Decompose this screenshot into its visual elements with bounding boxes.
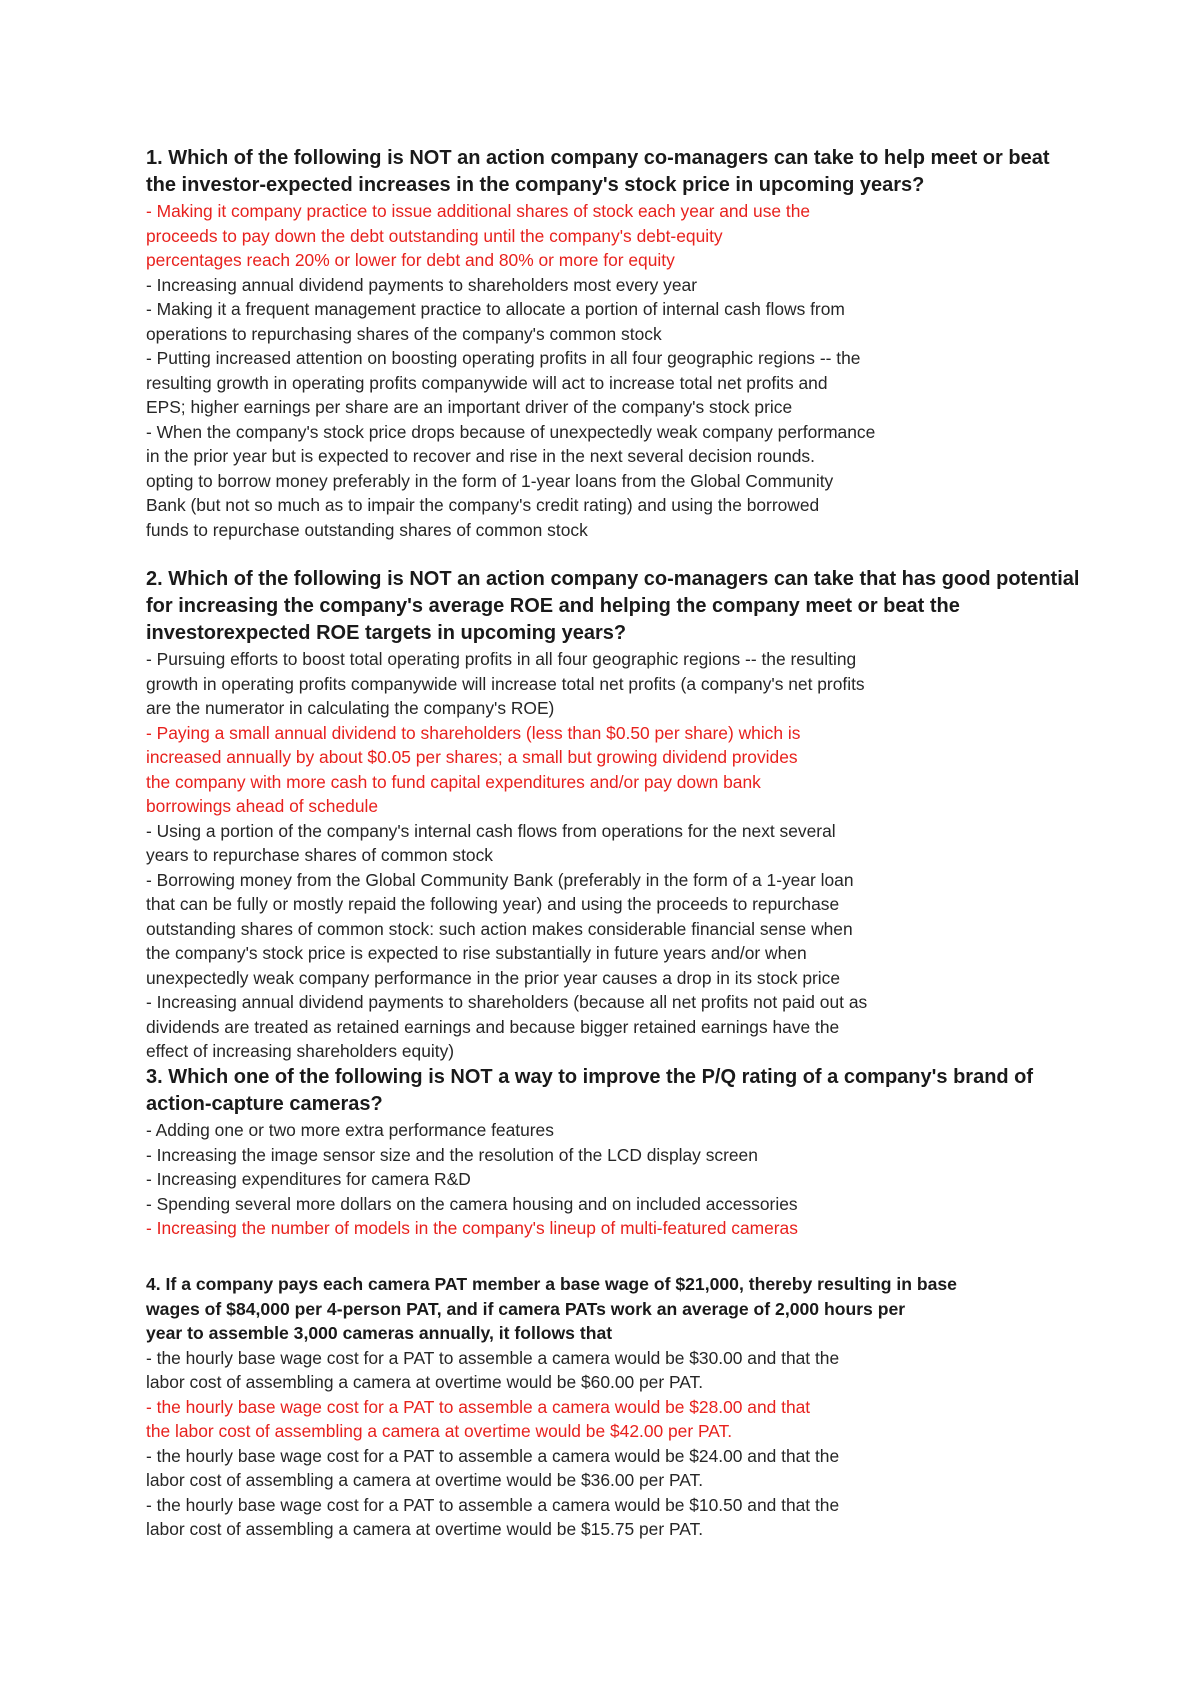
answer-option — [146, 1493, 1066, 1542]
answer-option-correct — [146, 199, 1066, 273]
answer-line: Bank (but not so much as to impair the company's credit rating) and using the borrowed — [146, 495, 820, 515]
answer-line: borrowings ahead of schedule — [146, 796, 379, 816]
answer-option-correct — [146, 721, 1066, 819]
answer-line: operations to repurchasing shares of the company's common stock — [146, 323, 662, 344]
answer-line: the company with more cash to fund capital expenditures and/or pay down bank — [146, 771, 761, 792]
answer-option — [146, 1143, 1066, 1168]
answer-option — [146, 273, 1066, 298]
answer-line: outstanding shares of common stock: such action makes considerable financial sense when — [146, 918, 853, 939]
answer-line: years to repurchase shares of common stock — [146, 845, 493, 865]
answer-line: - Making it company practice to issue additional shares of stock each year and use the — [146, 201, 811, 221]
question-title — [146, 1064, 1066, 1118]
answer-line: - Paying a small annual dividend to shareholders (less than $0.50 per share) which is — [146, 722, 801, 743]
answer-line: - Increasing the number of models in the company's lineup of multi-featured cameras — [146, 1218, 798, 1238]
answer-option-correct — [146, 1216, 1066, 1241]
answer-line: - When the company's stock price drops because of unexpectedly weak company performance — [146, 421, 876, 442]
question-2 — [146, 566, 1080, 1064]
answer-option — [146, 819, 1066, 868]
answer-option — [146, 297, 1066, 346]
answer-line: - Adding one or two more extra performance features — [146, 1120, 554, 1140]
answer-option — [146, 647, 1066, 721]
answer-line: labor cost of assembling a camera at overtime would be $15.75 per PAT. — [146, 1519, 704, 1539]
answer-option — [146, 420, 1066, 543]
question-title-line: investorexpected ROE targets in upcoming years? — [146, 622, 627, 644]
answer-line: - Using a portion of the company's internal cash flows from operations for the next several — [146, 820, 836, 841]
answer-line: - the hourly base wage cost for a PAT to assemble a camera would be $24.00 and that the — [146, 1445, 840, 1466]
answer-line: funds to repurchase outstanding shares of common stock — [146, 519, 588, 540]
answer-line: - the hourly base wage cost for a PAT to assemble a camera would be $28.00 and that — [146, 1396, 811, 1417]
answer-line: the company's stock price is expected to rise substantially in future years and/or when — [146, 943, 807, 963]
answer-line: dividends are treated as retained earnings and because bigger retained earnings have the — [146, 1016, 840, 1037]
answer-line: - Increasing annual dividend payments to shareholders (because all net profits not paid out as — [146, 992, 868, 1012]
question-title-line: 1. Which of the following is NOT an action company co-managers can take to help meet or beat — [146, 147, 1050, 169]
answer-line: growth in operating profits companywide will increase total net profits (a company's net profits — [146, 673, 865, 694]
question-4 — [146, 1272, 1066, 1542]
answer-line: - the hourly base wage cost for a PAT to assemble a camera would be $10.50 and that the — [146, 1494, 840, 1515]
question-title-line: 3. Which one of the following is NOT a way to improve the P/Q rating of a company's brand of — [146, 1066, 1034, 1088]
answer-line: increased annually by about $0.05 per shares; a small but growing dividend provides — [146, 747, 798, 767]
answer-line: labor cost of assembling a camera at overtime would be $60.00 per PAT. — [146, 1372, 704, 1392]
answer-line: labor cost of assembling a camera at overtime would be $36.00 per PAT. — [146, 1470, 704, 1490]
answer-line: - Pursuing efforts to boost total operating profits in all four geographic regions -- the resulting — [146, 649, 857, 669]
answer-option — [146, 990, 1066, 1064]
question-title-line: for increasing the company's average ROE and helping the company meet or beat the — [146, 595, 960, 617]
answer-line: proceeds to pay down the debt outstanding until the company's debt-equity — [146, 225, 723, 246]
answer-line: - Spending several more dollars on the camera housing and on included accessories — [146, 1193, 798, 1214]
answer-option — [146, 1192, 1066, 1217]
question-title-line: year to assemble 3,000 cameras annually, it follows that — [146, 1323, 613, 1343]
question-title — [146, 145, 1066, 199]
answer-line: - Increasing annual dividend payments to shareholders most every year — [146, 274, 697, 295]
question-title-line: wages of $84,000 per 4-person PAT, and if camera PATs work an average of 2,000 hours per — [146, 1298, 906, 1319]
answer-line: unexpectedly weak company performance in the prior year causes a drop in its stock price — [146, 967, 841, 988]
answer-line: - Borrowing money from the Global Community Bank (preferably in the form of a 1-year loan — [146, 869, 854, 890]
answer-line: that can be fully or mostly repaid the following year) and using the proceeds to repurchase — [146, 894, 840, 914]
answer-option — [146, 1167, 1066, 1192]
answer-option — [146, 1118, 1066, 1143]
answer-line: opting to borrow money preferably in the form of 1-year loans from the Global Community — [146, 470, 834, 491]
question-title — [146, 1272, 1066, 1346]
answer-line: - Increasing expenditures for camera R&D — [146, 1169, 471, 1189]
answer-line: EPS; higher earnings per share are an important driver of the company's stock price — [146, 397, 793, 417]
answer-option-correct — [146, 1395, 1066, 1444]
question-title-line: 2. Which of the following is NOT an action company co-managers can take that has good potential — [146, 568, 1080, 590]
answer-option — [146, 346, 1066, 420]
answer-line: the labor cost of assembling a camera at overtime would be $42.00 per PAT. — [146, 1421, 733, 1441]
question-title-line: action-capture cameras? — [146, 1093, 383, 1115]
question-title — [146, 566, 1080, 647]
answer-option — [146, 868, 1066, 991]
answer-line: - Increasing the image sensor size and the resolution of the LCD display screen — [146, 1144, 758, 1165]
answer-line: in the prior year but is expected to recover and rise in the next several decision rounds. — [146, 446, 815, 466]
question-3 — [146, 1064, 1066, 1241]
answer-line: - Making it a frequent management practice to allocate a portion of internal cash flows from — [146, 299, 845, 319]
answer-line: resulting growth in operating profits companywide will act to increase total net profits and — [146, 372, 828, 393]
question-1 — [146, 145, 1066, 542]
question-title-line: the investor-expected increases in the company's stock price in upcoming years? — [146, 174, 925, 196]
answer-line: effect of increasing shareholders equity) — [146, 1041, 455, 1061]
answer-line: are the numerator in calculating the company's ROE) — [146, 698, 555, 718]
answer-line: - Putting increased attention on boosting operating profits in all four geographic regions -- the — [146, 348, 861, 368]
answer-option — [146, 1346, 1066, 1395]
answer-line: percentages reach 20% or lower for debt and 80% or more for equity — [146, 250, 675, 270]
answer-line: - the hourly base wage cost for a PAT to assemble a camera would be $30.00 and that the — [146, 1347, 840, 1368]
answer-option — [146, 1444, 1066, 1493]
question-title-line: 4. If a company pays each camera PAT member a base wage of $21,000, thereby resulting in base — [146, 1274, 957, 1294]
